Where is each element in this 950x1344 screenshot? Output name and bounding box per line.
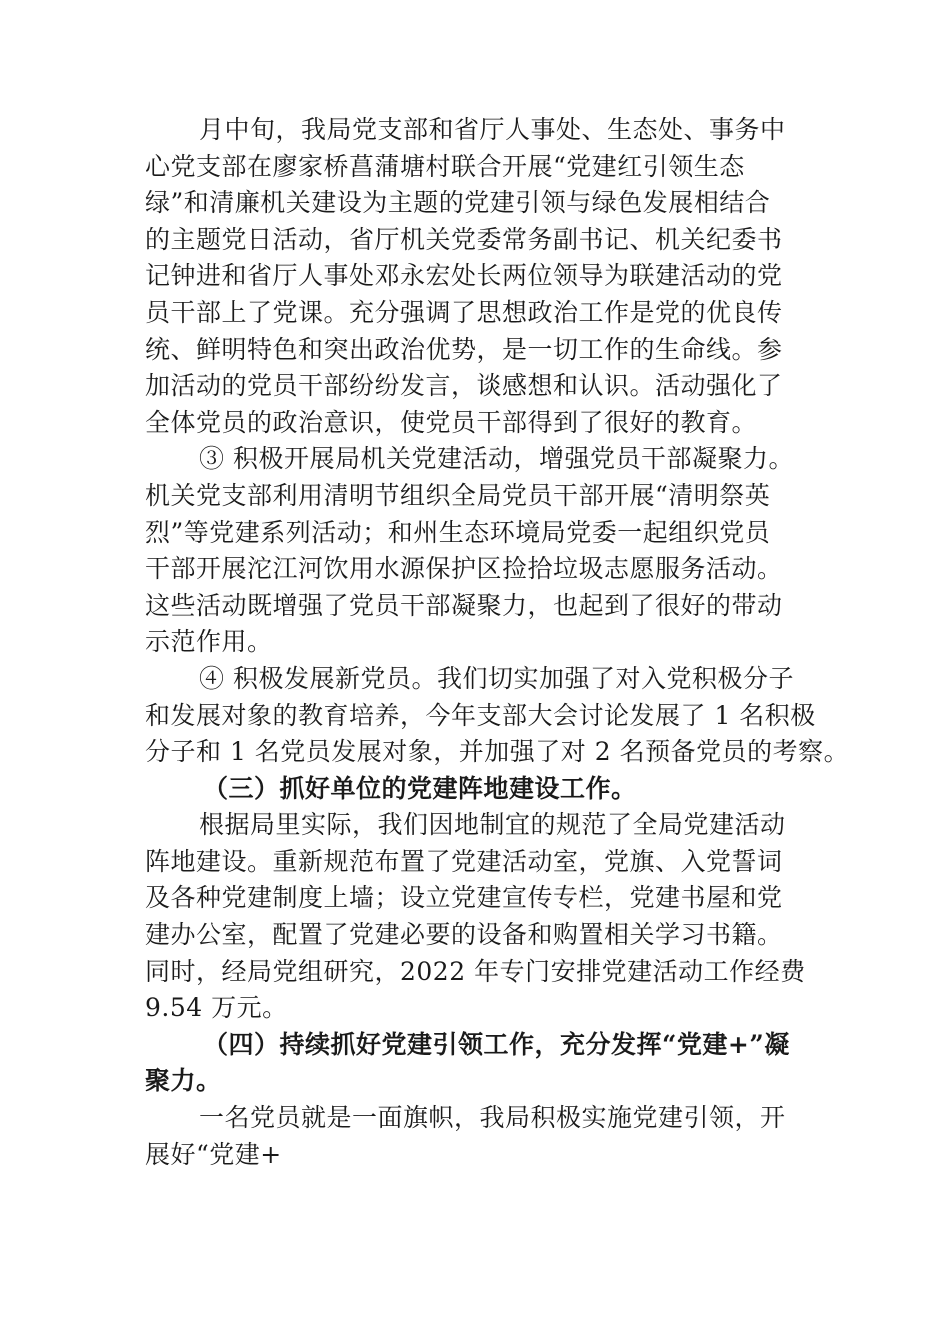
section-heading-line: 聚力。 xyxy=(145,1066,222,1096)
paragraph-line: 示范作用。 xyxy=(145,627,273,657)
paragraph-line: 员干部上了党课。充分强调了思想政治工作是党的优良传 xyxy=(145,297,783,327)
paragraph-line: 干部开展沱江河饮用水源保护区捡拾垃圾志愿服务活动。 xyxy=(145,554,783,584)
paragraph-line: 9.54 万元。 xyxy=(145,993,288,1023)
paragraph-line: 一名党员就是一面旗帜，我局积极实施党建引领，开 xyxy=(199,1103,786,1133)
paragraph-line: 根据局里实际，我们因地制宜的规范了全局党建活动 xyxy=(199,810,786,840)
section-heading-line: （三）抓好单位的党建阵地建设工作。 xyxy=(203,773,637,803)
paragraph-line: 同时，经局党组研究，2022 年专门安排党建活动工作经费 xyxy=(145,956,806,986)
paragraph-line: 的主题党日活动，省厅机关党委常务副书记、机关纪委书 xyxy=(145,224,783,254)
paragraph-line: 建办公室，配置了党建必要的设备和购置相关学习书籍。 xyxy=(145,920,783,950)
paragraph-line: ③ 积极开展局机关党建活动，增强党员干部凝聚力。 xyxy=(199,444,794,474)
paragraph-line: ④ 积极发展新党员。我们切实加强了对入党积极分子 xyxy=(199,663,794,693)
paragraph-line: 机关党支部利用清明节组织全局党员干部开展“清明祭英 xyxy=(145,480,771,510)
paragraph-line: 这些活动既增强了党员干部凝聚力，也起到了很好的带动 xyxy=(145,590,783,620)
paragraph-line: 统、鲜明特色和突出政治优势，是一切工作的生命线。参 xyxy=(145,334,783,364)
paragraph-line: 和发展对象的教育培养，今年支部大会讨论发展了 1 名积极 xyxy=(145,700,816,730)
paragraph-line: 心党支部在廖家桥菖蒲塘村联合开展“党建红引领生态 xyxy=(145,151,745,181)
paragraph-line: 绿”和清廉机关建设为主题的党建引领与绿色发展相结合 xyxy=(145,188,771,218)
paragraph-line: 烈”等党建系列活动；和州生态环境局党委一起组织党员 xyxy=(145,517,771,547)
section-heading-line: （四）持续抓好党建引领工作，充分发挥“党建+”凝 xyxy=(203,1029,790,1059)
document-page xyxy=(145,112,850,1173)
paragraph-line: 阵地建设。重新规范布置了党建活动室，党旗、入党誓词 xyxy=(145,846,783,876)
paragraph-line: 分子和 1 名党员发展对象，并加强了对 2 名预备党员的考察。 xyxy=(145,737,850,767)
paragraph-line: 记钟进和省厅人事处邓永宏处长两位领导为联建活动的党 xyxy=(145,261,783,291)
paragraph-line: 全体党员的政治意识，使党员干部得到了很好的教育。 xyxy=(145,407,758,437)
paragraph-line: 加活动的党员干部纷纷发言，谈感想和认识。活动强化了 xyxy=(145,371,783,401)
paragraph-line: 月中旬，我局党支部和省厅人事处、生态处、事务中 xyxy=(199,115,786,144)
paragraph-line: 展好“党建+ xyxy=(145,1139,282,1169)
paragraph-line: 及各种党建制度上墙；设立党建宣传专栏，党建书屋和党 xyxy=(145,883,783,913)
document-body xyxy=(145,112,850,1173)
